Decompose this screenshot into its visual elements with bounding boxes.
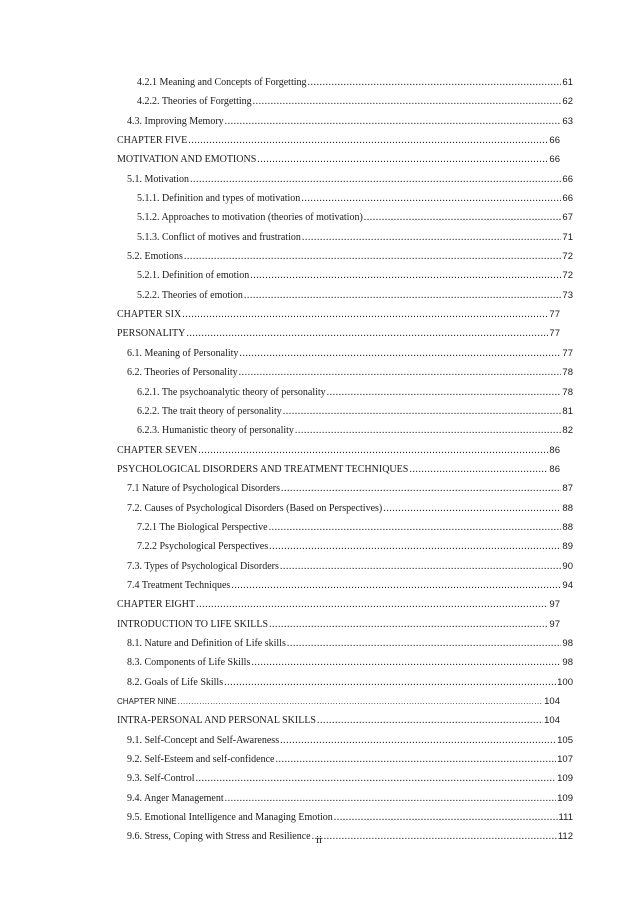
toc-entry-page: 77 bbox=[549, 328, 560, 340]
toc-dot-leader bbox=[269, 541, 561, 553]
toc-entry[interactable] bbox=[0, 638, 573, 657]
toc-entry[interactable] bbox=[0, 367, 573, 386]
toc-entry-page: 104 bbox=[544, 715, 560, 727]
toc-dot-leader bbox=[281, 483, 561, 495]
toc-entry-title: CHAPTER NINE bbox=[117, 697, 177, 706]
toc-entry-title: PERSONALITY bbox=[117, 328, 186, 340]
toc-entry[interactable] bbox=[0, 561, 573, 580]
toc-entry-title: 6.2.3. Humanistic theory of personality bbox=[137, 425, 294, 437]
toc-entry-title: 7.1 Nature of Psychological Disorders bbox=[127, 483, 281, 495]
toc-entry-title: 5.1.3. Conflict of motives and frustration bbox=[137, 231, 301, 243]
toc-entry[interactable] bbox=[0, 290, 573, 309]
toc-entry[interactable] bbox=[0, 599, 560, 618]
toc-entry[interactable] bbox=[0, 406, 573, 425]
toc-dot-leader bbox=[301, 193, 561, 205]
toc-entry-title: 8.2. Goals of Life Skills bbox=[127, 676, 224, 688]
toc-entry-page: 86 bbox=[549, 444, 560, 456]
toc-entry[interactable] bbox=[0, 77, 573, 96]
toc-dot-leader bbox=[302, 232, 562, 244]
table-of-contents bbox=[0, 77, 638, 851]
toc-entry-title: 6.2. Theories of Personality bbox=[127, 367, 238, 379]
toc-entry[interactable] bbox=[0, 309, 560, 328]
toc-dot-leader bbox=[364, 212, 562, 224]
toc-dot-leader bbox=[269, 619, 548, 631]
toc-entry-page: 66 bbox=[549, 135, 560, 147]
toc-entry[interactable] bbox=[0, 812, 573, 831]
toc-dot-leader bbox=[225, 116, 562, 128]
toc-entry-title: 4.3. Improving Memory bbox=[127, 115, 224, 127]
toc-dot-leader bbox=[188, 135, 548, 147]
toc-entry-title: 9.5. Emotional Intelligence and Managing Emotion bbox=[127, 812, 333, 824]
toc-entry-page: 87 bbox=[562, 483, 573, 495]
toc-entry-page: 78 bbox=[562, 386, 573, 398]
toc-entry-page: 98 bbox=[562, 637, 573, 649]
toc-entry-page: 72 bbox=[562, 270, 573, 282]
toc-dot-leader bbox=[250, 270, 561, 282]
toc-entry-title: 9.6. Stress, Coping with Stress and Resilience bbox=[127, 831, 311, 843]
toc-entry-page: 94 bbox=[562, 579, 573, 591]
toc-entry-page: 109 bbox=[557, 773, 573, 785]
toc-entry-title: CHAPTER SIX bbox=[117, 309, 182, 321]
toc-entry-title: 7.2. Causes of Psychological Disorders (Based on Perspectives) bbox=[127, 502, 383, 514]
toc-dot-leader bbox=[283, 406, 562, 418]
toc-entry-page: 77 bbox=[549, 309, 560, 321]
toc-dot-leader bbox=[244, 290, 562, 302]
toc-entry[interactable] bbox=[0, 116, 573, 135]
toc-dot-leader bbox=[224, 677, 556, 689]
toc-entry[interactable] bbox=[0, 212, 573, 231]
toc-entry-page: 77 bbox=[562, 347, 573, 359]
toc-entry-page: 66 bbox=[549, 154, 560, 166]
toc-entry-page: 66 bbox=[562, 173, 573, 185]
toc-entry[interactable] bbox=[0, 232, 573, 251]
toc-entry-title: 6.1. Meaning of Personality bbox=[127, 347, 239, 359]
toc-entry-title: 7.3. Types of Psychological Disorders bbox=[127, 560, 279, 572]
toc-dot-leader bbox=[190, 174, 561, 186]
toc-entry-title: 8.3. Components of Life Skills bbox=[127, 657, 251, 669]
toc-entry[interactable] bbox=[0, 328, 560, 347]
toc-dot-leader bbox=[186, 328, 548, 340]
toc-entry[interactable] bbox=[0, 773, 573, 792]
toc-entry-title: 5.1. Motivation bbox=[127, 173, 189, 185]
toc-entry-title: 9.1. Self-Concept and Self-Awareness bbox=[127, 734, 280, 746]
toc-entry[interactable] bbox=[0, 483, 573, 502]
toc-entry[interactable] bbox=[0, 193, 573, 212]
toc-entry-title: INTRA-PERSONAL AND PERSONAL SKILLS bbox=[117, 715, 316, 727]
toc-entry-title: 4.2.2. Theories of Forgetting bbox=[137, 96, 252, 108]
toc-entry-title: CHAPTER EIGHT bbox=[117, 599, 196, 611]
toc-entry[interactable] bbox=[0, 251, 573, 270]
toc-dot-leader bbox=[184, 251, 562, 263]
toc-dot-leader bbox=[334, 812, 558, 824]
toc-entry-title: 5.2.2. Theories of emotion bbox=[137, 289, 243, 301]
toc-entry[interactable] bbox=[0, 445, 560, 464]
toc-dot-leader bbox=[287, 638, 562, 650]
toc-entry[interactable] bbox=[0, 174, 573, 193]
toc-dot-leader bbox=[196, 773, 557, 785]
toc-dot-leader bbox=[196, 599, 548, 611]
toc-entry-title: CHAPTER SEVEN bbox=[117, 444, 198, 456]
toc-entry-title: INTRODUCTION TO LIFE SKILLS bbox=[117, 618, 269, 630]
toc-dot-leader bbox=[178, 696, 544, 708]
toc-entry-title: 6.2.1. The psychoanalytic theory of personality bbox=[137, 386, 326, 398]
toc-entry[interactable] bbox=[0, 154, 560, 173]
toc-dot-leader bbox=[317, 715, 543, 727]
toc-entry[interactable] bbox=[0, 696, 560, 715]
toc-dot-leader bbox=[275, 754, 556, 766]
toc-dot-leader bbox=[198, 445, 548, 457]
toc-entry-page: 81 bbox=[562, 405, 573, 417]
toc-entry[interactable] bbox=[0, 464, 560, 483]
toc-dot-leader bbox=[295, 425, 562, 437]
toc-entry[interactable] bbox=[0, 522, 573, 541]
toc-dot-leader bbox=[251, 657, 561, 669]
toc-entry[interactable] bbox=[0, 387, 573, 406]
toc-entry[interactable] bbox=[0, 619, 560, 638]
toc-entry-page: 97 bbox=[549, 599, 560, 611]
toc-entry-title: 5.1.1. Definition and types of motivation bbox=[137, 193, 301, 205]
toc-entry-title: 6.2.2. The trait theory of personality bbox=[137, 405, 282, 417]
toc-entry-title: 8.1. Nature and Definition of Life skills bbox=[127, 637, 286, 649]
toc-entry[interactable] bbox=[0, 96, 573, 115]
toc-dot-leader bbox=[280, 735, 556, 747]
toc-entry-page: 88 bbox=[562, 521, 573, 533]
toc-entry-page: 104 bbox=[544, 696, 560, 707]
toc-dot-leader bbox=[253, 96, 562, 108]
toc-entry[interactable] bbox=[0, 793, 573, 812]
toc-entry-page: 112 bbox=[557, 831, 573, 843]
toc-dot-leader bbox=[225, 793, 557, 805]
toc-entry-page: 82 bbox=[562, 425, 573, 437]
toc-entry-page: 98 bbox=[562, 657, 573, 669]
toc-entry-title: PSYCHOLOGICAL DISORDERS AND TREATMENT TECHNIQUES bbox=[117, 463, 409, 475]
toc-entry-title: 5.2.1. Definition of emotion bbox=[137, 270, 250, 282]
toc-entry-page: 71 bbox=[562, 231, 573, 243]
toc-dot-leader bbox=[269, 522, 562, 534]
toc-entry[interactable] bbox=[0, 580, 573, 599]
toc-dot-leader bbox=[409, 464, 548, 476]
toc-entry[interactable] bbox=[0, 541, 573, 560]
toc-dot-leader bbox=[182, 309, 548, 321]
toc-entry-page: 73 bbox=[562, 289, 573, 301]
toc-entry[interactable] bbox=[0, 715, 560, 734]
toc-entry-page: 107 bbox=[557, 754, 573, 766]
toc-entry-page: 61 bbox=[562, 77, 573, 88]
toc-entry-page: 100 bbox=[557, 676, 573, 688]
toc-entry[interactable] bbox=[0, 348, 573, 367]
toc-entry-page: 62 bbox=[562, 96, 573, 108]
toc-dot-leader bbox=[308, 77, 562, 89]
toc-entry[interactable] bbox=[0, 503, 573, 522]
toc-entry-title: 4.2.1 Meaning and Concepts of Forgetting bbox=[137, 77, 307, 88]
toc-entry-page: 89 bbox=[562, 541, 573, 553]
toc-entry-page: 105 bbox=[557, 734, 573, 746]
toc-dot-leader bbox=[239, 348, 561, 360]
toc-entry[interactable] bbox=[0, 735, 573, 754]
toc-entry-title: 9.2. Self-Esteem and self-confidence bbox=[127, 754, 275, 766]
toc-entry-page: 67 bbox=[562, 212, 573, 224]
toc-dot-leader bbox=[383, 503, 561, 515]
toc-entry-page: 78 bbox=[562, 367, 573, 379]
toc-entry-title: 7.4 Treatment Techniques bbox=[127, 579, 231, 591]
toc-entry-page: 90 bbox=[562, 560, 573, 572]
toc-entry-page: 66 bbox=[562, 193, 573, 205]
toc-dot-leader bbox=[231, 580, 561, 592]
toc-dot-leader bbox=[327, 387, 562, 399]
toc-entry-page: 86 bbox=[549, 463, 560, 475]
toc-entry-page: 63 bbox=[562, 115, 573, 127]
toc-entry[interactable] bbox=[0, 677, 573, 696]
toc-entry-title: 9.3. Self-Control bbox=[127, 773, 195, 785]
toc-entry-page: 88 bbox=[562, 502, 573, 514]
page-number: ii bbox=[315, 834, 323, 846]
toc-dot-leader bbox=[280, 561, 562, 573]
toc-entry[interactable] bbox=[0, 135, 560, 154]
toc-entry-title: MOTIVATION AND EMOTIONS bbox=[117, 154, 257, 166]
toc-entry-page: 72 bbox=[562, 251, 573, 263]
toc-entry[interactable] bbox=[0, 425, 573, 444]
toc-dot-leader bbox=[257, 154, 548, 166]
toc-dot-leader bbox=[239, 367, 562, 379]
toc-entry-title: 5.2. Emotions bbox=[127, 251, 183, 263]
toc-entry[interactable] bbox=[0, 754, 573, 773]
toc-entry-title: 7.2.1 The Biological Perspective bbox=[137, 521, 268, 533]
toc-entry-page: 111 bbox=[558, 812, 573, 824]
toc-entry[interactable] bbox=[0, 270, 573, 289]
toc-entry-title: 9.4. Anger Management bbox=[127, 792, 224, 804]
toc-entry-page: 109 bbox=[557, 792, 573, 804]
toc-entry[interactable] bbox=[0, 657, 573, 676]
toc-entry-page: 97 bbox=[549, 618, 560, 630]
toc-entry-title: 5.1.2. Approaches to motivation (theories of motivation) bbox=[137, 212, 363, 224]
toc-entry-title: CHAPTER FIVE bbox=[117, 135, 188, 147]
toc-entry-title: 7.2.2 Psychological Perspectives bbox=[137, 541, 269, 553]
